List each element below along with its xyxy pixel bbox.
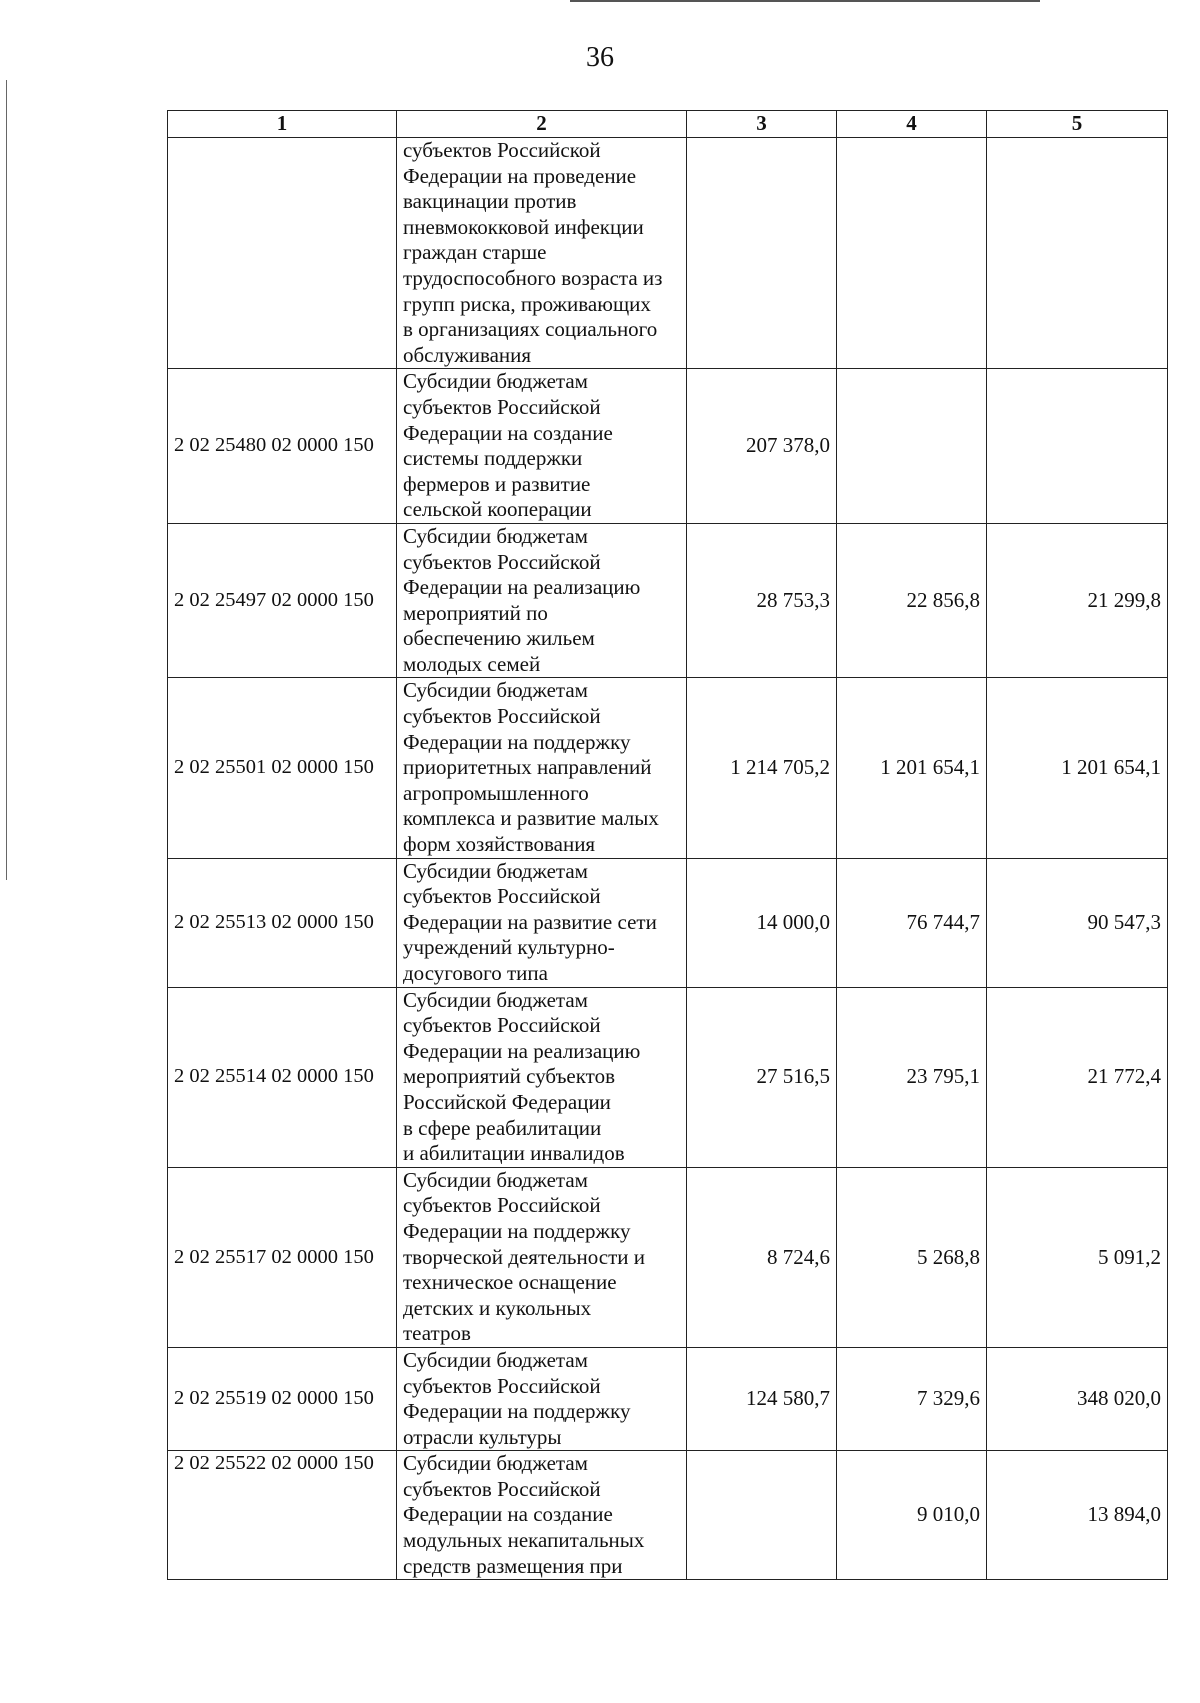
budget-table — [167, 110, 1168, 1580]
top-rule — [570, 0, 1040, 2]
item-name-line: субъектов Российской — [403, 704, 601, 729]
item-name-line: творческой деятельности и — [403, 1244, 645, 1269]
item-name-line: Федерации на поддержку — [403, 1218, 631, 1243]
item-name-line: Федерации на создание — [403, 420, 613, 445]
amount-cell-col3: 124 580,7 — [687, 1347, 837, 1450]
item-name-line: обслуживания — [403, 342, 532, 367]
amount-cell-col4: 9 010,0 — [837, 1451, 987, 1580]
item-name-cell — [397, 1347, 687, 1450]
scan-margin-line — [6, 80, 7, 880]
item-name-line: молодых семей — [403, 651, 541, 676]
item-name-line: Субсидии бюджетам — [403, 987, 588, 1012]
budget-code-cell: 2 02 25519 02 0000 150 — [168, 1347, 397, 1450]
amount-cell-col4: 22 856,8 — [837, 523, 987, 678]
item-name-line: досугового типа — [403, 961, 548, 985]
item-name-line: детских и кукольных — [403, 1295, 592, 1320]
item-name-line: Федерации на поддержку — [403, 1399, 631, 1424]
item-name-line: граждан старше — [403, 240, 547, 265]
budget-code-cell: 2 02 25480 02 0000 150 — [168, 369, 397, 524]
item-name-line: Российской Федерации — [403, 1089, 611, 1114]
table-header-row — [168, 111, 1168, 138]
item-name-line: субъектов Российской — [403, 394, 601, 419]
table-row — [168, 987, 1168, 1167]
amount-cell-col4 — [837, 138, 987, 369]
amount-cell-col3: 8 724,6 — [687, 1167, 837, 1347]
amount-cell-col5: 13 894,0 — [987, 1451, 1168, 1580]
amount-cell-col5: 5 091,2 — [987, 1167, 1168, 1347]
amount-cell-col4: 1 201 654,1 — [837, 678, 987, 858]
item-name-line: Федерации на проведение — [403, 163, 637, 188]
item-name-line: субъектов Российской — [403, 884, 601, 909]
item-name-line: Субсидии бюджетам — [403, 1167, 588, 1192]
budget-code-cell: 2 02 25514 02 0000 150 — [168, 987, 397, 1167]
item-name-line: субъектов Российской — [403, 1373, 601, 1398]
amount-cell-col5: 21 299,8 — [987, 523, 1168, 678]
item-name-line: субъектов Российской — [403, 549, 601, 574]
item-name-cell — [397, 1451, 687, 1580]
item-name-line: субъектов Российской — [403, 1013, 601, 1038]
item-name-line: Субсидии бюджетам — [403, 678, 588, 703]
amount-cell-col3: 1 214 705,2 — [687, 678, 837, 858]
item-name-line: Федерации на реализацию — [403, 1038, 641, 1063]
table-row — [168, 138, 1168, 369]
item-name-line: отрасли культуры — [403, 1424, 562, 1449]
item-name-line: субъектов Российской — [403, 138, 601, 162]
item-name-line: Субсидии бюджетам — [403, 1347, 588, 1372]
amount-cell-col3 — [687, 1451, 837, 1580]
item-name-line: трудоспособного возраста из — [403, 265, 663, 290]
column-header-1: 1 — [168, 111, 397, 138]
amount-cell-col3: 207 378,0 — [687, 369, 837, 524]
item-name-line: Субсидии бюджетам — [403, 523, 588, 548]
amount-cell-col5: 90 547,3 — [987, 858, 1168, 987]
item-name-line: Субсидии бюджетам — [403, 1451, 588, 1476]
amount-cell-col5: 21 772,4 — [987, 987, 1168, 1167]
item-name-cell — [397, 138, 687, 369]
item-name-line: субъектов Российской — [403, 1476, 601, 1501]
page-number: 36 — [586, 42, 614, 73]
item-name-line: мероприятий по — [403, 600, 548, 625]
table-row — [168, 369, 1168, 524]
item-name-cell — [397, 369, 687, 524]
amount-cell-col5 — [987, 138, 1168, 369]
table-row — [168, 678, 1168, 858]
table-row — [168, 523, 1168, 678]
budget-code-cell: 2 02 25513 02 0000 150 — [168, 858, 397, 987]
item-name-line: в сфере реабилитации — [403, 1115, 602, 1140]
column-header-2: 2 — [397, 111, 687, 138]
item-name-line: системы поддержки — [403, 446, 583, 471]
amount-cell-col4: 76 744,7 — [837, 858, 987, 987]
item-name-line: обеспечению жильем — [403, 626, 595, 651]
item-name-line: приоритетных направлений — [403, 755, 652, 780]
item-name-line: Федерации на поддержку — [403, 729, 631, 754]
table-row — [168, 1347, 1168, 1450]
amount-cell-col5: 1 201 654,1 — [987, 678, 1168, 858]
amount-cell-col4 — [837, 369, 987, 524]
table-row — [168, 858, 1168, 987]
amount-cell-col4: 5 268,8 — [837, 1167, 987, 1347]
item-name-cell — [397, 987, 687, 1167]
item-name-cell — [397, 678, 687, 858]
item-name-line: театров — [403, 1321, 471, 1346]
item-name-line: комплекса и развитие малых — [403, 806, 659, 831]
amount-cell-col5 — [987, 369, 1168, 524]
amount-cell-col3 — [687, 138, 837, 369]
item-name-cell — [397, 1167, 687, 1347]
table-row — [168, 1451, 1168, 1580]
amount-cell-col3: 27 516,5 — [687, 987, 837, 1167]
amount-cell-col4: 23 795,1 — [837, 987, 987, 1167]
amount-cell-col5: 348 020,0 — [987, 1347, 1168, 1450]
item-name-line: средств размещения при — [403, 1553, 623, 1578]
item-name-line: в организациях социального — [403, 317, 658, 342]
item-name-line: агропромышленного — [403, 780, 589, 805]
budget-code-cell — [168, 138, 397, 369]
table-row — [168, 1167, 1168, 1347]
item-name-line: Федерации на реализацию — [403, 575, 641, 600]
amount-cell-col4: 7 329,6 — [837, 1347, 987, 1450]
column-header-5: 5 — [987, 111, 1168, 138]
item-name-line: техническое оснащение — [403, 1270, 617, 1295]
item-name-line: вакцинации против — [403, 189, 577, 214]
budget-code-cell: 2 02 25517 02 0000 150 — [168, 1167, 397, 1347]
budget-code-cell: 2 02 25522 02 0000 150 — [168, 1451, 397, 1580]
table-body — [168, 138, 1168, 1580]
item-name-line: Субсидии бюджетам — [403, 858, 588, 883]
column-header-4: 4 — [837, 111, 987, 138]
item-name-line: субъектов Российской — [403, 1193, 601, 1218]
item-name-line: Федерации на создание — [403, 1502, 613, 1527]
item-name-line: форм хозяйствования — [403, 832, 596, 857]
item-name-line: пневмококковой инфекции — [403, 214, 644, 239]
column-header-3: 3 — [687, 111, 837, 138]
budget-code-cell: 2 02 25497 02 0000 150 — [168, 523, 397, 678]
item-name-cell — [397, 858, 687, 987]
item-name-line: фермеров и развитие — [403, 471, 591, 496]
item-name-line: и абилитации инвалидов — [403, 1141, 625, 1166]
item-name-line: мероприятий субъектов — [403, 1064, 615, 1089]
item-name-line: Субсидии бюджетам — [403, 369, 588, 394]
item-name-line: сельской кооперации — [403, 497, 592, 522]
item-name-line: групп риска, проживающих — [403, 291, 651, 316]
amount-cell-col3: 14 000,0 — [687, 858, 837, 987]
item-name-line: модульных некапитальных — [403, 1528, 645, 1553]
item-name-cell — [397, 523, 687, 678]
item-name-line: Федерации на развитие сети — [403, 909, 657, 934]
budget-code-cell: 2 02 25501 02 0000 150 — [168, 678, 397, 858]
item-name-line: учреждений культурно- — [403, 935, 615, 960]
amount-cell-col3: 28 753,3 — [687, 523, 837, 678]
